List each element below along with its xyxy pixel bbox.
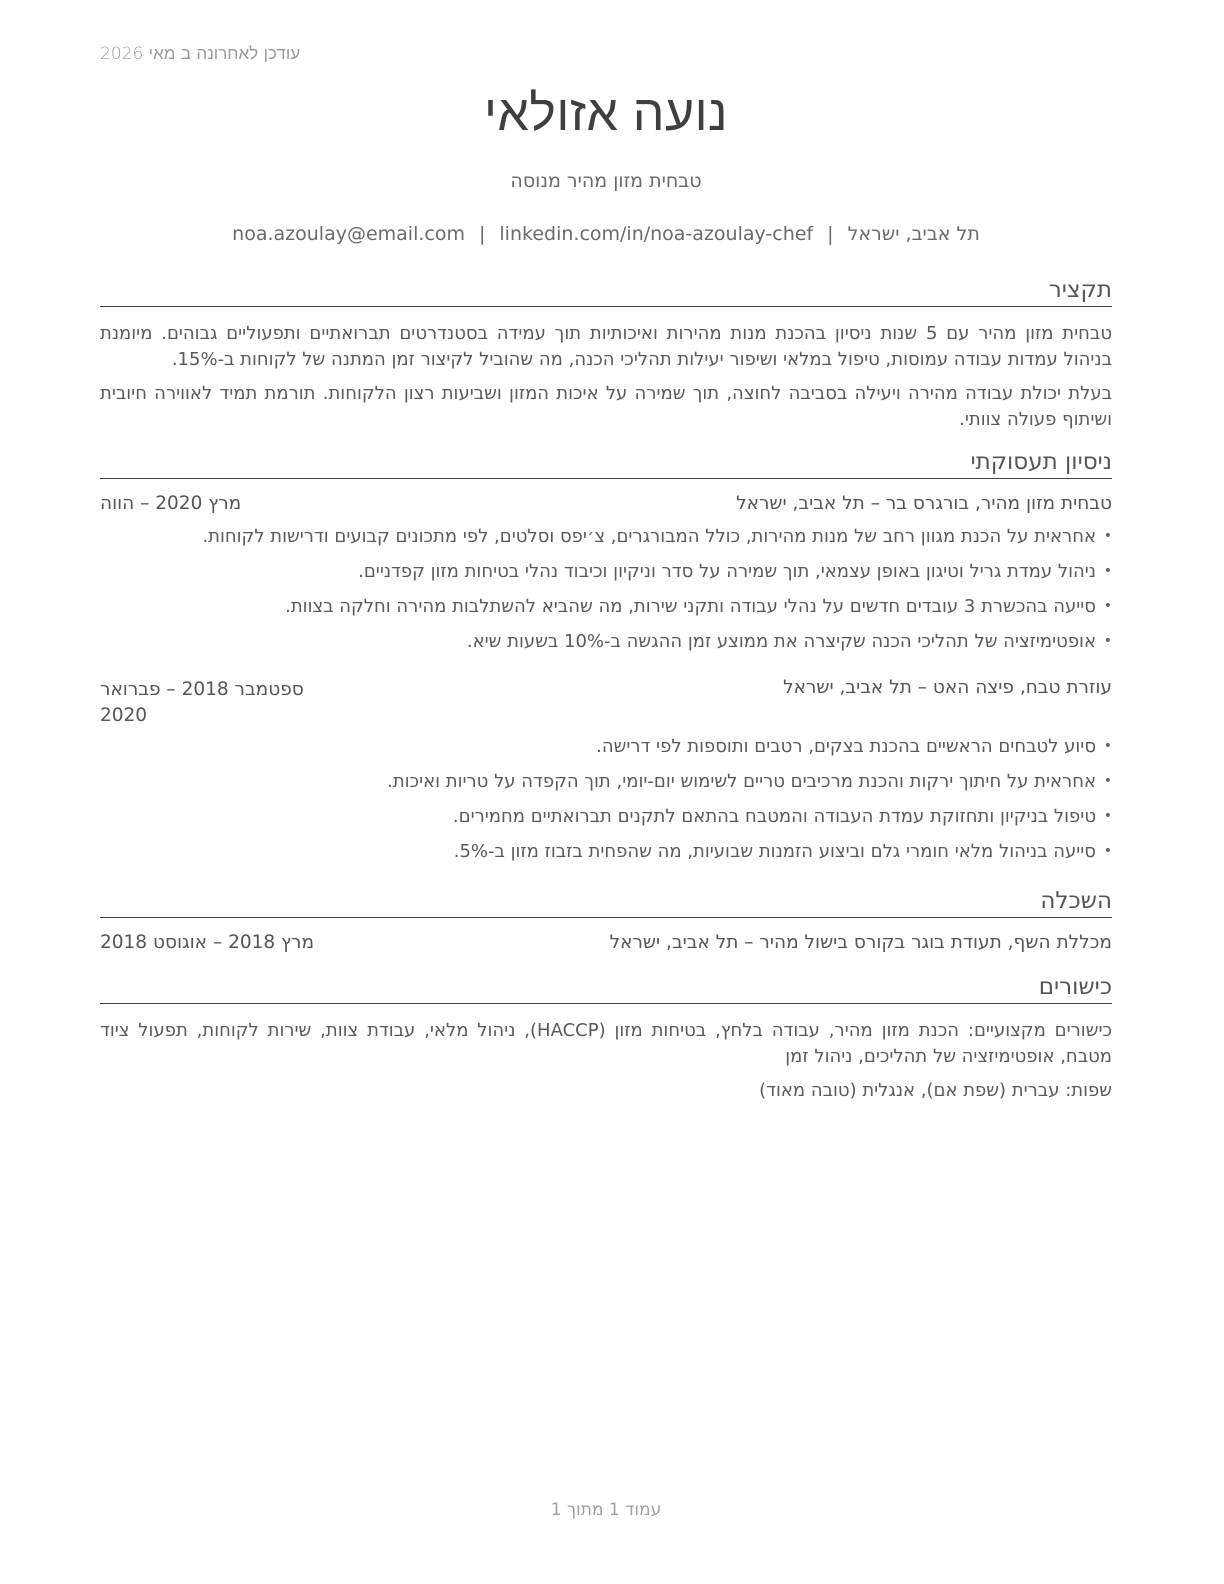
page-number: עמוד 1 מתוך 1	[550, 1500, 662, 1520]
summary-paragraph: טבחית מזון מהיר עם 5 שנות ניסיון בהכנת מנות מהירות ואיכותיות תוך עמידה בסטנדרטים תברואתיים ותפעוליים גבוהים. מיומנת בניהול עמדות עבודה עמוסות, טיפול במלאי ושיפור יעילות תהליכי הכנה, מה שהוביל לקיצור זמן המתנה של לקוחות ב-15%.	[100, 323, 1112, 370]
education-entry	[100, 932, 1112, 958]
skills-professional: כישורים מקצועיים: הכנת מזון מהיר, עבודה בלחץ, בטיחות מזון (HACCP), ניהול מלאי, עבודת צוות, שירות לקוחות, תפעול ציוד מטבח, אופטימיזציה של תהליכים, ניהול זמן	[100, 1020, 1112, 1067]
contact-email[interactable]: noa.azoulay@email.com	[232, 223, 465, 245]
last-updated: עודכן לאחרונה ב מאי 2026	[100, 44, 301, 64]
list-item: • אחראית על חיתוך ירקות והכנת מרכיבים טריים לשימוש יום-יומי, תוך הקפדה על טריות ואיכות.	[100, 764, 1112, 799]
job-title: עוזרת טבח, פיצה האט – תל אביב, ישראל	[783, 677, 1112, 698]
summary-paragraph: בעלת יכולת עבודה מהירה ויעילה בסביבה לחוצה, תוך שמירה על איכות המזון ושביעות רצון הלקוחות. תורמת תמיד לאווירה חיובית ושיתוף פעולה צוותי.	[100, 383, 1112, 430]
job-header	[100, 677, 1112, 729]
job-entry	[100, 493, 1112, 659]
candidate-name: נועה אזולאי	[483, 85, 729, 141]
job-title: טבחית מזון מהיר, בורגרס בר – תל אביב, ישראל	[736, 493, 1112, 514]
education-dates: מרץ 2018 – אוגוסט 2018	[100, 932, 315, 953]
list-item: • סייעה בהכשרת 3 עובדים חדשים על נהלי עבודה ותקני שירות, מה שהביא להשתלבות מהירה וחלקה בצוות.	[100, 589, 1112, 624]
job-entry	[100, 677, 1112, 869]
skills-title: כישורים	[100, 972, 1112, 1004]
list-item: • ניהול עמדת גריל וטיגון באופן עצמאי, תוך שמירה על סדר וניקיון וכיבוד נהלי בטיחות מזון קפדניים.	[100, 554, 1112, 589]
list-item: • אופטימיזציה של תהליכי הכנה שקיצרה את ממוצע זמן ההגשה ב-10% בשעות שיא.	[100, 624, 1112, 659]
skills-section	[100, 972, 1112, 1104]
summary-section	[100, 275, 1112, 433]
skills-languages: שפות: עברית (שפת אם), אנגלית (טובה מאוד)	[759, 1080, 1112, 1101]
contact-line	[100, 223, 1112, 245]
resume-page	[100, 0, 1112, 1584]
list-item: • סיוע לטבחים הראשיים בהכנת בצקים, רטבים ותוספות לפי דרישה.	[100, 729, 1112, 764]
job-dates: ספטמבר 2018 – פברואר 2020	[100, 679, 304, 726]
list-item: • סייעה בניהול מלאי חומרי גלם וביצוע הזמנות שבועיות, מה שהפחית בזבוז מזון ב-5%.	[100, 834, 1112, 869]
contact-linkedin[interactable]: linkedin.com/in/noa-azoulay-chef	[499, 223, 814, 245]
list-item: • טיפול בניקיון ותחזוקת עמדת העבודה והמטבח בהתאם לתקנים תברואתיים מחמירים.	[100, 799, 1112, 834]
job-dates: מרץ 2020 – הווה	[100, 493, 242, 514]
list-item: • אחראית על הכנת מגוון רחב של מנות מהירות, כולל המבורגרים, צ׳יפס וסלטים, לפי מתכונים קבועים ודרישות לקוחות.	[100, 519, 1112, 554]
contact-separator: |	[827, 223, 834, 245]
education-title: השכלה	[100, 886, 1112, 918]
contact-separator: |	[479, 223, 486, 245]
experience-title: ניסיון תעסוקתי	[100, 447, 1112, 479]
job-bullets	[100, 519, 1112, 659]
summary-title: תקציר	[100, 275, 1112, 307]
candidate-role: טבחית מזון מהיר מנוסה	[510, 170, 702, 192]
education-title-line: מכללת השף, תעודת בוגר בקורס בישול מהיר – תל אביב, ישראל	[609, 932, 1112, 953]
job-bullets	[100, 729, 1112, 869]
experience-section	[100, 447, 1112, 869]
contact-location: תל אביב, ישראל	[847, 223, 980, 245]
job-header	[100, 493, 1112, 519]
education-section	[100, 886, 1112, 958]
